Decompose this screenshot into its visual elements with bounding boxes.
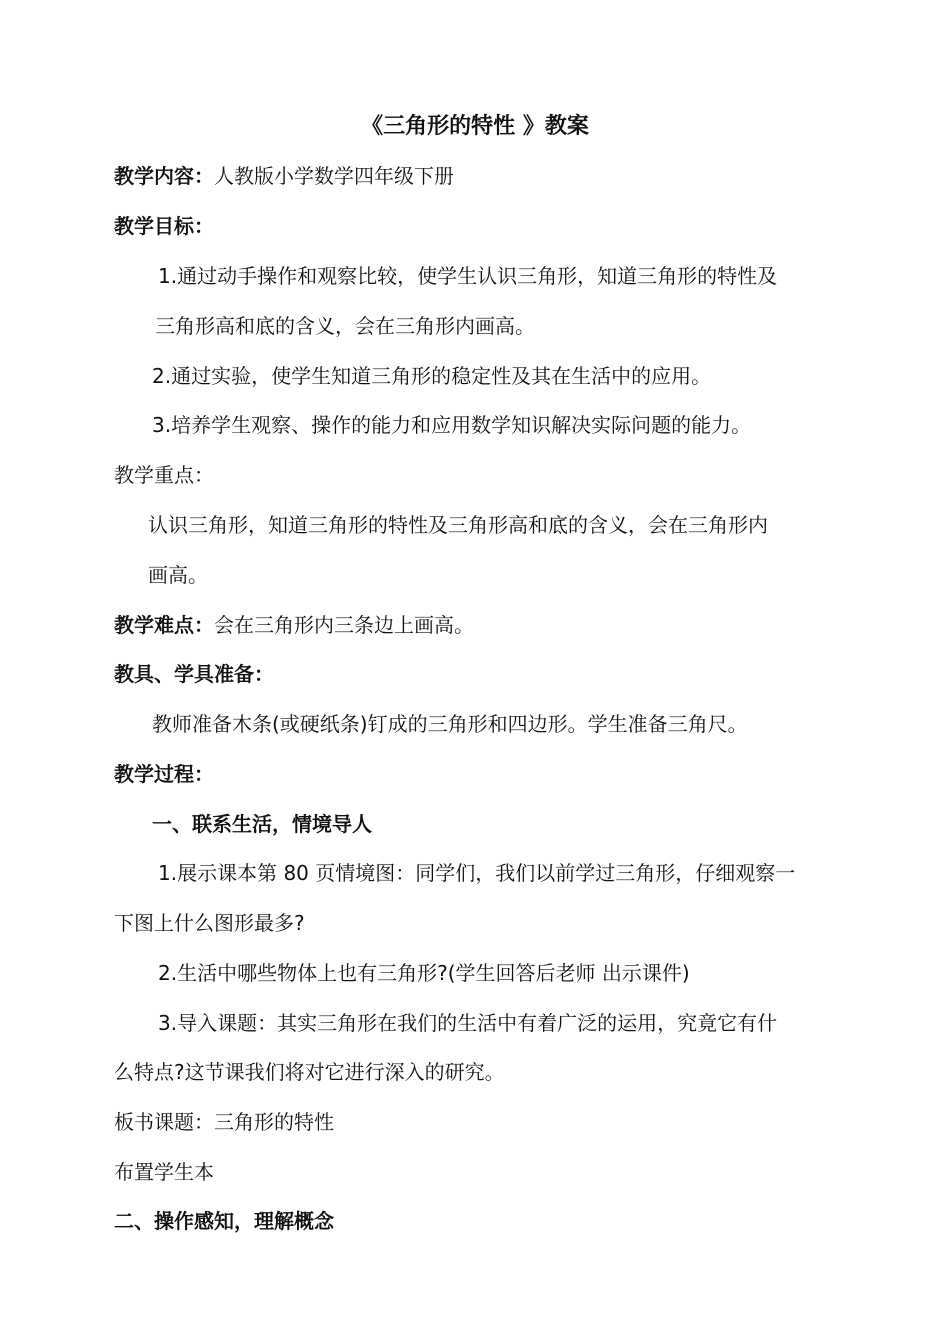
- section-1-item-1-line-2: 下图上什么图形最多?: [114, 911, 305, 935]
- difficulty-label: 教学难点：: [114, 613, 214, 637]
- materials-value: 教师准备木条(或硬纸条)钉成的三角形和四边形。学生准备三角尺。: [152, 712, 748, 736]
- materials-label: 教具、学具准备：: [114, 662, 274, 686]
- arrange-line: 布置学生本: [114, 1160, 214, 1184]
- objective-1-line-1: 1.通过动手操作和观察比较，使学生认识三角形，知道三角形的特性及: [158, 264, 778, 288]
- document-title: 《三角形的特性 》教案: [361, 114, 589, 139]
- objective-2: 2.通过实验，使学生知道三角形的稳定性及其在生活中的应用。: [152, 364, 712, 388]
- content-value: 人教版小学数学四年级下册: [214, 164, 454, 188]
- section-1-item-3-line-2: 么特点?这节课我们将对它进行深入的研究。: [114, 1060, 505, 1084]
- content-line: [114, 162, 454, 190]
- section-1-item-1-line-1: 1.展示课本第 80 页情境图：同学们，我们以前学过三角形，仔细观察一: [158, 861, 796, 885]
- difficulty-value: 会在三角形内三条边上画高。: [214, 613, 474, 637]
- objective-3: 3.培养学生观察、操作的能力和应用数学知识解决实际问题的能力。: [152, 413, 752, 437]
- process-label: 教学过程：: [114, 762, 214, 786]
- objectives-label: 教学目标：: [114, 214, 214, 238]
- objective-1-line-2: 三角形高和底的含义，会在三角形内画高。: [155, 314, 535, 338]
- section-1-item-2: 2.生活中哪些物体上也有三角形?(学生回答后老师 出示课件): [158, 961, 690, 985]
- content-label: 教学内容：: [114, 164, 214, 188]
- difficulty-line: [114, 611, 474, 639]
- key-points-label: 教学重点：: [114, 463, 214, 487]
- section-1-item-3-line-1: 3.导入课题：其实三角形在我们的生活中有着广泛的运用，究竟它有什: [158, 1011, 778, 1035]
- board-title: 板书课题：三角形的特性: [114, 1110, 334, 1134]
- section-2-heading: 二、操作感知，理解概念: [114, 1209, 334, 1233]
- section-1-heading: 一、联系生活，情境导人: [152, 812, 372, 836]
- key-points-line-1: 认识三角形，知道三角形的特性及三角形高和底的含义，会在三角形内: [148, 513, 768, 537]
- key-points-line-2: 画高。: [148, 563, 208, 587]
